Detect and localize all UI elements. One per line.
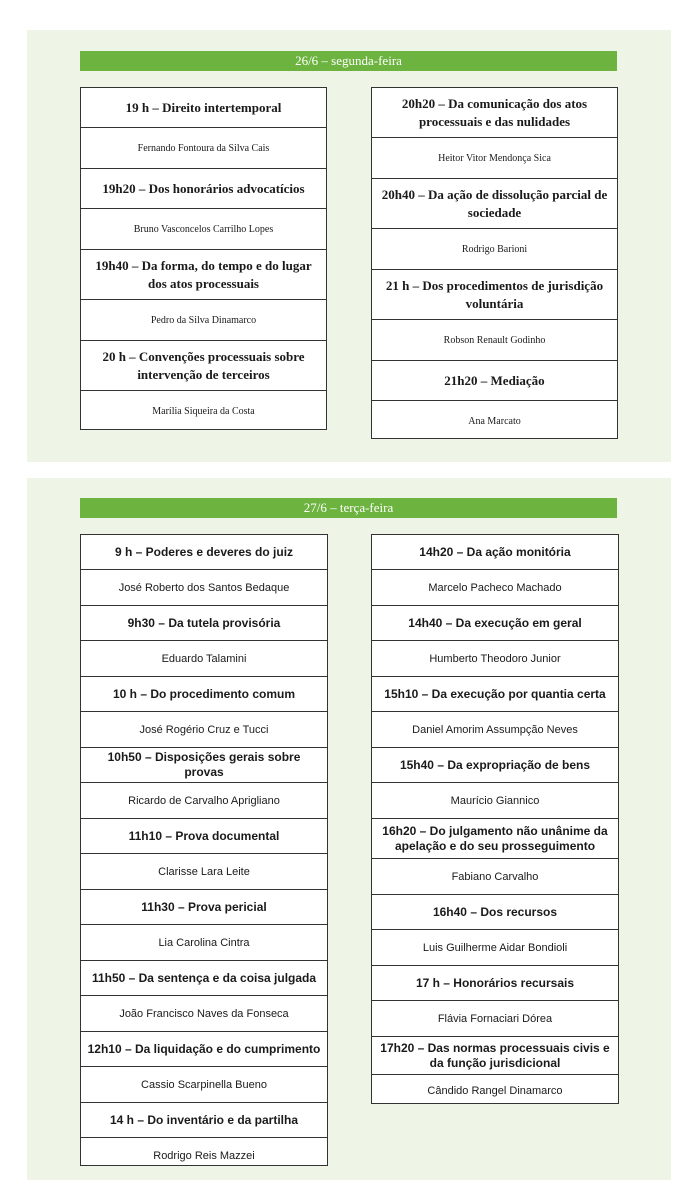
session-speaker: Flávia Fornaciari Dórea	[437, 1012, 553, 1025]
session-speaker: Daniel Amorim Assumpção Neves	[412, 723, 578, 736]
session-item	[372, 361, 617, 441]
schedule-column-left	[80, 534, 328, 1166]
session-item	[81, 961, 327, 1032]
session-speaker: Rodrigo Barioni	[461, 243, 528, 255]
session-speaker: Fernando Fontoura da Silva Cais	[137, 142, 270, 154]
session-title: 11h10 – Prova documental	[81, 819, 327, 854]
session-speaker: José Rogério Cruz e Tucci	[139, 723, 269, 736]
session-title: 19h40 – Da forma, do tempo e do lugar dos atos processuais	[81, 250, 326, 300]
session-title: 19h20 – Dos honorários advocatícios	[81, 169, 326, 209]
session-item	[372, 606, 618, 677]
day-panel-tuesday	[27, 478, 671, 1180]
session-title: 14 h – Do inventário e da partilha	[81, 1103, 327, 1138]
session-item	[372, 88, 617, 179]
session-title: 20h40 – Da ação de dissolução parcial de sociedade	[372, 179, 617, 229]
session-title: 9 h – Poderes e deveres do juiz	[81, 535, 327, 570]
session-item	[372, 535, 618, 606]
session-speaker: Marcelo Pacheco Machado	[428, 581, 562, 594]
session-item	[81, 341, 326, 431]
session-speaker: Luis Guilherme Aidar Bondioli	[422, 941, 568, 954]
session-title: 10h50 – Disposições gerais sobre provas	[81, 748, 327, 783]
session-item	[372, 677, 618, 748]
session-title: 17 h – Honorários recursais	[372, 966, 618, 1001]
session-title: 16h40 – Dos recursos	[372, 895, 618, 930]
session-item	[81, 535, 327, 606]
session-item	[372, 748, 618, 819]
session-speaker: Fabiano Carvalho	[451, 870, 539, 883]
session-item	[81, 890, 327, 961]
session-item	[81, 748, 327, 819]
session-speaker: Maurício Giannico	[450, 794, 540, 807]
session-item	[81, 606, 327, 677]
session-item	[81, 169, 326, 250]
session-speaker: Clarisse Lara Leite	[158, 865, 250, 878]
session-speaker: Marília Siqueira da Costa	[152, 405, 255, 417]
session-item	[81, 250, 326, 341]
session-title: 10 h – Do procedimento comum	[81, 677, 327, 712]
session-item	[81, 1032, 327, 1103]
session-title: 14h40 – Da execução em geral	[372, 606, 618, 641]
session-title: 15h10 – Da execução por quantia certa	[372, 677, 618, 712]
session-item	[372, 270, 617, 361]
session-speaker: Ricardo de Carvalho Aprigliano	[128, 794, 280, 807]
session-item	[372, 966, 618, 1037]
session-speaker: Humberto Theodoro Junior	[429, 652, 561, 665]
session-speaker: Cândido Rangel Dinamarco	[427, 1085, 563, 1097]
session-title: 12h10 – Da liquidação e do cumprimento	[81, 1032, 327, 1067]
session-title: 11h30 – Prova pericial	[81, 890, 327, 925]
day-panel-monday	[27, 30, 671, 462]
session-title: 14h20 – Da ação monitória	[372, 535, 618, 570]
session-title: 19 h – Direito intertemporal	[81, 88, 326, 128]
schedule-column-right	[371, 87, 618, 439]
session-speaker: Bruno Vasconcelos Carrilho Lopes	[133, 223, 274, 235]
day-header: 27/6 – terça-feira	[80, 498, 617, 518]
session-speaker: Ana Marcato	[468, 415, 521, 427]
session-speaker: Rodrigo Reis Mazzei	[153, 1149, 255, 1162]
session-item	[81, 1103, 327, 1173]
session-item	[372, 819, 618, 895]
session-title: 21h20 – Mediação	[372, 361, 617, 401]
session-item	[81, 677, 327, 748]
day-header: 26/6 – segunda-feira	[80, 51, 617, 71]
session-title: 21 h – Dos procedimentos de jurisdição voluntária	[372, 270, 617, 320]
schedule-column-right	[371, 534, 619, 1104]
session-speaker: Robson Renault Godinho	[443, 334, 546, 346]
session-title: 17h20 – Das normas processuais civis e da função jurisdicional	[372, 1037, 618, 1075]
session-title: 20 h – Convenções processuais sobre intervenção de terceiros	[81, 341, 326, 391]
session-item	[81, 88, 326, 169]
session-title: 16h20 – Do julgamento não unânime da apelação e do seu prosseguimento	[372, 819, 618, 859]
session-title: 20h20 – Da comunicação dos atos processuais e das nulidades	[372, 88, 617, 138]
session-item	[81, 819, 327, 890]
session-title: 9h30 – Da tutela provisória	[81, 606, 327, 641]
session-item	[372, 895, 618, 966]
session-speaker: Cassio Scarpinella Bueno	[141, 1078, 267, 1091]
session-speaker: Eduardo Talamini	[161, 652, 247, 665]
session-speaker: José Roberto dos Santos Bedaque	[118, 581, 290, 594]
session-speaker: Lia Carolina Cintra	[158, 936, 250, 949]
session-title: 15h40 – Da expropriação de bens	[372, 748, 618, 783]
session-item	[372, 1037, 618, 1107]
session-speaker: Heitor Vitor Mendonça Sica	[438, 152, 551, 164]
schedule-column-left	[80, 87, 327, 430]
session-item	[372, 179, 617, 270]
session-speaker: João Francisco Naves da Fonseca	[119, 1007, 289, 1020]
session-speaker: Pedro da Silva Dinamarco	[150, 314, 257, 326]
session-title: 11h50 – Da sentença e da coisa julgada	[81, 961, 327, 996]
